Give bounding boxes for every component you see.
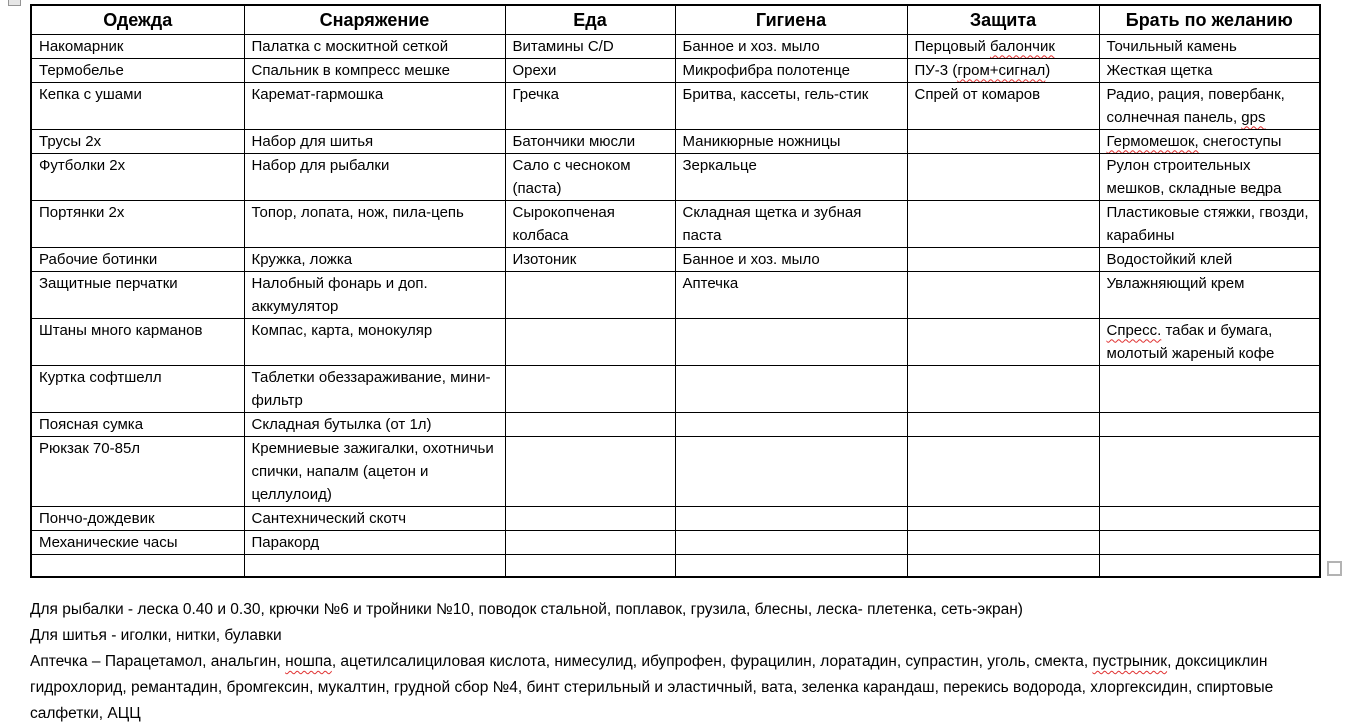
table-cell[interactable]: Гречка — [505, 82, 675, 129]
table-cell[interactable]: Складная бутылка (от 1л) — [244, 412, 505, 436]
table-cell[interactable] — [505, 554, 675, 577]
table-cell[interactable] — [1099, 129, 1320, 153]
table-cell[interactable]: Механические часы — [31, 530, 244, 554]
table-cell[interactable] — [907, 436, 1099, 506]
table-cell[interactable]: Зеркальце — [675, 153, 907, 200]
table-cell[interactable] — [907, 271, 1099, 318]
text-segment: Аптечка – Парацетамол, анальгин, — [30, 653, 286, 670]
table-cell[interactable]: Спрей от комаров — [907, 82, 1099, 129]
table-cell[interactable]: Кепка с ушами — [31, 82, 244, 129]
table-cell[interactable] — [907, 554, 1099, 577]
table-row — [31, 247, 1320, 271]
table-row — [31, 318, 1320, 365]
table-cell[interactable]: Паракорд — [244, 530, 505, 554]
misspelled-word: пустрыник — [1092, 653, 1168, 670]
table-cell[interactable] — [675, 412, 907, 436]
text-segment: , доксициклин гидрохлорид, ремантадин, бромгексин, мукалтин, грудной сбор №4, бинт стерильный и эластичный, вата, зеленка карандаш, перекись водорода, хлоргексидин, спиртовые салфетки, АЦЦ — [30, 653, 1274, 722]
table-cell[interactable]: Накомарник — [31, 34, 244, 58]
table-cell[interactable] — [675, 318, 907, 365]
misspelled-word: Гермомешок, — [1106, 132, 1199, 150]
column-header-3[interactable]: Гигиена — [675, 5, 907, 34]
misspelled-word: gps — [1241, 108, 1266, 126]
table-row — [31, 34, 1320, 58]
table-cell[interactable] — [505, 318, 675, 365]
table-cell[interactable] — [907, 34, 1099, 58]
table-cell[interactable]: Компас, карта, монокуляр — [244, 318, 505, 365]
table-cell[interactable]: Кремниевые зажигалки, охотничьи спички, напалм (ацетон и целлулоид) — [244, 436, 505, 506]
table-cell[interactable]: Таблетки обеззараживание, мини-фильтр — [244, 365, 505, 412]
misspelled-word: балончик — [990, 37, 1055, 55]
table-row — [31, 129, 1320, 153]
text-segment: ПУ-3 ( — [914, 61, 958, 79]
column-header-1[interactable]: Снаряжение — [244, 5, 505, 34]
table-cell[interactable]: Пончо-дождевик — [31, 506, 244, 530]
misspelled-word: гром+сигнал — [957, 61, 1046, 79]
table-cell[interactable]: Банное и хоз. мыло — [675, 247, 907, 271]
table-cell[interactable] — [675, 365, 907, 412]
table-cell[interactable] — [907, 506, 1099, 530]
table-cell[interactable]: Увлажняющий крем — [1099, 271, 1320, 318]
column-header-2[interactable]: Еда — [505, 5, 675, 34]
table-cell[interactable]: Жесткая щетка — [1099, 58, 1320, 82]
table-cell[interactable] — [1099, 506, 1320, 530]
table-cell[interactable]: Поясная сумка — [31, 412, 244, 436]
note-paragraph[interactable] — [30, 649, 1306, 723]
table-cell[interactable]: Изотоник — [505, 247, 675, 271]
table-cell[interactable]: Футболки 2х — [31, 153, 244, 200]
table-header-row — [31, 5, 1320, 34]
table-cell[interactable]: Банное и хоз. мыло — [675, 34, 907, 58]
table-cell[interactable]: Микрофибра полотенце — [675, 58, 907, 82]
table-cell[interactable]: Кружка, ложка — [244, 247, 505, 271]
text-segment: , ацетилсалициловая кислота, нимесулид, ибупрофен, фурацилин, лоратадин, супрастин, уголь, смекта, — [331, 653, 1093, 670]
table-cell[interactable] — [244, 554, 505, 577]
table-cell[interactable] — [1099, 554, 1320, 577]
text-segment: Перцовый — [914, 37, 991, 55]
table-cell[interactable]: Топор, лопата, нож, пила-цепь — [244, 200, 505, 247]
table-cell[interactable] — [907, 412, 1099, 436]
table-cell[interactable]: Рюкзак 70-85л — [31, 436, 244, 506]
column-header-0[interactable]: Одежда — [31, 5, 244, 34]
table-cell[interactable] — [675, 530, 907, 554]
table-cell[interactable]: Маникюрные ножницы — [675, 129, 907, 153]
table-cell[interactable]: Палатка с москитной сеткой — [244, 34, 505, 58]
note-paragraph[interactable] — [30, 597, 1306, 623]
table-cell[interactable] — [505, 412, 675, 436]
table-cell[interactable] — [907, 365, 1099, 412]
column-header-4[interactable]: Защита — [907, 5, 1099, 34]
table-cell[interactable] — [505, 530, 675, 554]
table-cell[interactable]: Сырокопченая колбаса — [505, 200, 675, 247]
table-cell[interactable]: Защитные перчатки — [31, 271, 244, 318]
table-cell[interactable] — [1099, 530, 1320, 554]
table-cell[interactable]: Рулон строительных мешков, складные ведра — [1099, 153, 1320, 200]
table-cell[interactable] — [675, 436, 907, 506]
table-row — [31, 506, 1320, 530]
table-cell[interactable] — [505, 271, 675, 318]
table-cell[interactable] — [1099, 365, 1320, 412]
table-row — [31, 412, 1320, 436]
table-move-handle[interactable] — [8, 0, 21, 6]
table-cell[interactable]: Налобный фонарь и доп. аккумулятор — [244, 271, 505, 318]
table-row — [31, 530, 1320, 554]
table-cell[interactable] — [505, 365, 675, 412]
table-cell[interactable]: Набор для рыбалки — [244, 153, 505, 200]
misspelled-word: Спресс. — [1106, 321, 1162, 339]
table-cell[interactable]: Трусы 2х — [31, 129, 244, 153]
table-cell[interactable] — [1099, 82, 1320, 129]
table-cell[interactable] — [1099, 412, 1320, 436]
text-segment: снегоступы — [1198, 132, 1282, 150]
table-cell[interactable] — [907, 318, 1099, 365]
table-cell[interactable] — [907, 129, 1099, 153]
table-cell[interactable]: Куртка софтшелл — [31, 365, 244, 412]
table-cell[interactable] — [505, 436, 675, 506]
table-cell[interactable]: Каремат-гармошка — [244, 82, 505, 129]
table-cell[interactable]: Пластиковые стяжки, гвозди, карабины — [1099, 200, 1320, 247]
table-cell[interactable]: Водостойкий клей — [1099, 247, 1320, 271]
table-cell[interactable]: Бритва, кассеты, гель-стик — [675, 82, 907, 129]
table-cell[interactable] — [505, 506, 675, 530]
table-cell[interactable] — [31, 554, 244, 577]
table-cell[interactable] — [675, 506, 907, 530]
table-resize-handle[interactable] — [1327, 561, 1342, 576]
column-header-5[interactable]: Брать по желанию — [1099, 5, 1320, 34]
table-cell[interactable] — [907, 58, 1099, 82]
text-segment: табак и бумага, молотый жареный кофе — [1106, 321, 1275, 362]
table-cell[interactable]: Набор для шитья — [244, 129, 505, 153]
table-cell[interactable]: Точильный камень — [1099, 34, 1320, 58]
table-cell[interactable] — [675, 554, 907, 577]
table-cell[interactable]: Сантехнический скотч — [244, 506, 505, 530]
table-body — [31, 34, 1320, 577]
table-cell[interactable]: Штаны много карманов — [31, 318, 244, 365]
text-segment: Для рыбалки - леска 0.40 и 0.30, крючки №6 и тройники №10, поводок стальной, поплавок, грузила, блесны, леска- плетенка, сеть-экран) — [30, 601, 1023, 618]
table-cell[interactable]: Батончики мюсли — [505, 129, 675, 153]
table-row — [31, 554, 1320, 577]
table-row — [31, 82, 1320, 129]
table-cell[interactable] — [907, 200, 1099, 247]
text-segment: ) — [1045, 61, 1051, 79]
table-row — [31, 200, 1320, 247]
table-row — [31, 5, 1320, 34]
note-paragraph[interactable] — [30, 623, 1306, 649]
table-cell[interactable]: Термобелье — [31, 58, 244, 82]
packing-list-table — [30, 4, 1321, 578]
text-segment: Для шитья - иголки, нитки, булавки — [30, 627, 282, 644]
table-cell[interactable]: Портянки 2х — [31, 200, 244, 247]
table-cell[interactable]: Витамины C/D — [505, 34, 675, 58]
table-row — [31, 365, 1320, 412]
table-row — [31, 271, 1320, 318]
table-row — [31, 153, 1320, 200]
table-cell[interactable] — [1099, 436, 1320, 506]
table-cell[interactable]: Аптечка — [675, 271, 907, 318]
table-row — [31, 436, 1320, 506]
table-cell[interactable]: Сало с чесноком (паста) — [505, 153, 675, 200]
table-cell[interactable] — [1099, 318, 1320, 365]
table-cell[interactable]: Спальник в компресс мешке — [244, 58, 505, 82]
notes-section[interactable] — [30, 597, 1306, 723]
table-cell[interactable] — [907, 530, 1099, 554]
table-cell[interactable] — [907, 247, 1099, 271]
table-cell[interactable] — [907, 153, 1099, 200]
table-cell[interactable]: Складная щетка и зубная паста — [675, 200, 907, 247]
misspelled-word: ношпа — [285, 653, 332, 670]
table-row — [31, 58, 1320, 82]
text-segment: Радио, рация, повербанк, солнечная панель, — [1106, 85, 1285, 126]
table-cell[interactable]: Рабочие ботинки — [31, 247, 244, 271]
table-cell[interactable]: Орехи — [505, 58, 675, 82]
